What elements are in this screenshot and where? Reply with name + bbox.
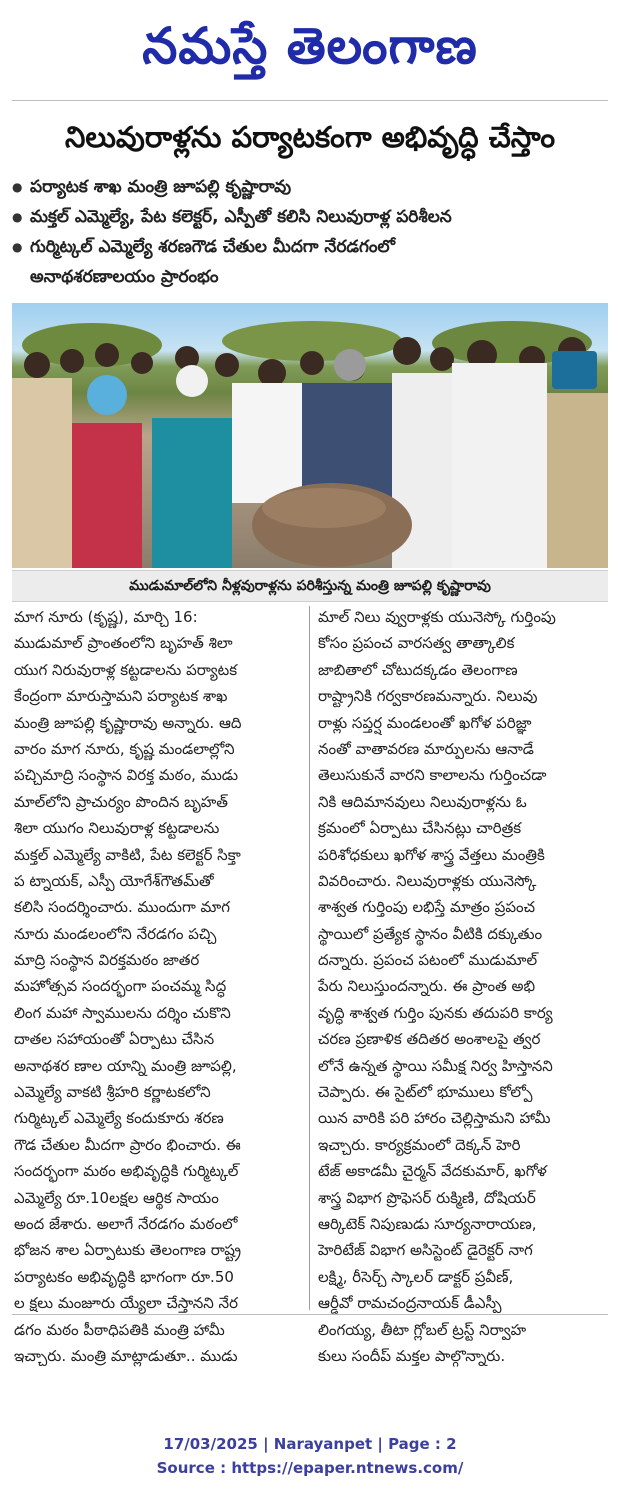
article-line: ల క్షలు మంజూరు య్యేలా చేస్తానని నేర <box>14 1294 238 1313</box>
article-line: తెలుసుకునే వారని కాలాలను గుర్తించడా <box>318 766 547 785</box>
article-line: స్థాయిలో ప్రత్యేక స్థానం వీటికి దక్కుతుం <box>318 924 543 943</box>
masthead-divider <box>12 100 608 101</box>
article-line: శాశ్వత గుర్తింపు లభిస్తే మాత్రం ప్రపంచ <box>318 898 536 917</box>
article-line: లింగయ్య, తీటా గ్లోబల్ ట్రస్ట్ నిర్వాహ <box>318 1320 527 1339</box>
article-line: కోసం ప్రపంచ వారసత్వ తాత్కాలిక <box>318 634 515 653</box>
article-line: శిలా యుగం నిలువురాళ్ల కట్టడాలను <box>14 819 220 838</box>
photo-illustration <box>12 303 608 568</box>
article-line: మాగ నూరు (కృష్ణ), మార్చి 16: <box>14 608 198 626</box>
article-line: మాల్ నిలు వ్వురాళ్లకు యునెస్కో గుర్తింపు <box>318 608 556 626</box>
bullet-icon: ● <box>12 210 23 224</box>
masthead <box>0 0 620 92</box>
article-line: అంద జేశారు. అలాగే నేరడగం మఠంలో <box>14 1214 238 1233</box>
article-line: లోనే ఉన్నత స్థాయి సమీక్ష నిర్వ హిస్తానని <box>318 1056 553 1075</box>
article-line: కేంద్రంగా మారుస్తామని పర్యాటక శాఖ <box>14 687 228 706</box>
article-line: పర్యాటకం అభివృద్ధికి భాగంగా రూ.50 <box>14 1267 234 1286</box>
article-line: శాస్త్ర విభాగ ప్రొఫెసర్ రుక్మిణి, దోషియర్ <box>318 1188 536 1207</box>
article-line: గుర్మిట్కల్ ఎమ్మెల్యే కందుకూరు శరణ <box>14 1109 224 1128</box>
article-line: పేరు నిలుస్తుందన్నారు. ఈ ప్రాంత అభి <box>318 977 536 996</box>
bullet-icon: ● <box>12 240 23 254</box>
article-bottom-divider <box>12 1314 608 1315</box>
article-line: చరణ ప్రణాళిక తదితర అంశాలపై త్వర <box>318 1030 541 1049</box>
bullet-text: పర్యాటక శాఖ మంత్రి జూపల్లి కృష్ణారావు <box>30 177 292 197</box>
article-line: రాష్ట్రానికి గర్వకారణమన్నారు. నిలువు <box>318 687 538 706</box>
bullet-icon: ● <box>12 180 23 194</box>
article-line: కులు సందీప్ మక్తల పాల్గొన్నారు. <box>318 1346 506 1365</box>
article-line: పరిశోధకులు ఖగోళ శాస్త్ర వేత్తలు మంత్రికి <box>318 845 545 864</box>
bullet-text: గుర్మిట్కల్ ఎమ్మెల్యే శరణగౌడ చేతుల మీదగా నేరడగంలో <box>30 237 396 257</box>
bullet-continuation: అనాథశరణాలయం ప్రారంభం <box>30 267 219 287</box>
bullet-text: మక్తల్ ఎమ్మెల్యే, పేట కలెక్టర్, ఎస్పీతో కలిసి నిలువురాళ్ల పరిశీలన <box>30 207 452 227</box>
article-column-left <box>14 604 302 1365</box>
article-line: ఇచ్చారు. మంత్రి మాట్లాడుతూ.. ముడు <box>14 1346 238 1365</box>
bullet-item <box>12 232 608 262</box>
bullet-item <box>12 172 608 202</box>
article-headline: నిలువురాళ్లను పర్యాటకంగా అభివృద్ధి చేస్తాం <box>64 120 556 154</box>
article-line: దన్నారు. ప్రపంచ పటంలో ముడుమాల్ <box>318 951 538 970</box>
article-line: యిన వారికి పరి హారం చెల్లిస్తామని హామీ <box>318 1109 551 1128</box>
article-line: డగం మఠం పీఠాధిపతికి మంత్రి హామీ <box>14 1320 225 1339</box>
article-line: మాల్‌లోని ప్రాచుర్యం పొందిన బృహత్ <box>14 792 228 811</box>
article-line: మంత్రి జూపల్లి కృష్ణారావు అన్నారు. ఆది <box>14 713 242 732</box>
photo-caption: ముడుమాల్‌లోని నీళ్లవురాళ్లను పరిశీస్తున్న మంత్రి జూపల్లి కృష్ణారావు <box>12 570 608 602</box>
article-line: నూరు మండలంలోని నేరడగం పచ్చి <box>14 924 217 943</box>
footer-dateline: 17/03/2025 | Narayanpet | Page : 2 <box>163 1435 457 1453</box>
article-line: సందర్భంగా మఠం అభివృద్ధికి గుర్మిట్కల్ <box>14 1162 239 1181</box>
article-line: యుగ నిరువురాళ్ల కట్టడాలను పర్యాటక <box>14 660 238 679</box>
article-line: ప ట్నాయక్, ఎస్పీ యోగేశ్‌గౌతమ్‌తో <box>14 871 214 890</box>
article-line: దాతల సహాయంతో ఏర్పాటు చేసిన <box>14 1030 215 1049</box>
summary-bullets <box>12 172 608 292</box>
article-line: వివరించారు. నిలువురాళ్లకు యునెస్కో <box>318 871 537 890</box>
article-line: చెప్పారు. ఈ సైట్‌లో భూములు కోల్పో <box>318 1083 533 1102</box>
article-line: మహోత్సవ సందర్భంగా పంచమ్మ సిద్ధ <box>14 977 227 996</box>
article-line: ఆర్కిటెక్ నిపుణుడు సూర్యనారాయణ, <box>318 1214 537 1233</box>
column-divider <box>309 606 310 1310</box>
footer-source: Source : https://epaper.ntnews.com/ <box>156 1459 464 1477</box>
article-line: హెరిటేజ్ విభాగ అసిస్టెంట్ డైరెక్టర్ నాగ <box>318 1241 533 1260</box>
article-line: ఆర్డీవో రామచంద్రనాయక్ డీఎస్పీ <box>318 1294 502 1313</box>
news-photo <box>12 303 608 568</box>
article-line: మక్తల్ ఎమ్మెల్యే వాకిటి, పేట కలెక్టర్ సిక్తా <box>14 845 241 864</box>
article-column-right <box>318 604 606 1365</box>
page-footer <box>0 1432 620 1480</box>
article-line: కలిసి సందర్శించారు. ముందుగా మాగ <box>14 898 230 917</box>
article-line: ముడుమాల్ ప్రాంతంలోని బృహత్ శిలా <box>14 634 233 653</box>
article-line: లింగ మహా స్వాములను దర్శిం చుకొని <box>14 1003 231 1022</box>
article-line: నంతో వాతావరణ మార్పులను ఆనాడే <box>318 739 534 758</box>
article-line: ఇచ్చారు. కార్యక్రమంలో దెక్కన్ హెరి <box>318 1135 521 1154</box>
article-line: భోజన శాల ఏర్పాటుకు తెలంగాణ రాష్ట్ర <box>14 1241 242 1260</box>
article-line: టేజ్ అకాడమీ చైర్మన్ వేదకుమార్, ఖగోళ <box>318 1162 547 1181</box>
article-line: వారం మాగ నూరు, కృష్ణ మండలాల్లోని <box>14 739 235 758</box>
article-line: నికి ఆదిమానవులు నిలువురాళ్లను ఓ <box>318 792 527 811</box>
article-line: గౌడ చేతుల మీదగా ప్రారం భించారు. ఈ <box>14 1135 241 1154</box>
article-line: ఎమ్మెల్యే వాకటి శ్రీహరి కర్ణాటకలోని <box>14 1083 211 1102</box>
article-line: మాద్రి సంస్థాన విరక్తమఠం జాతర <box>14 951 200 970</box>
article-line: ఎమ్మెల్యే రూ.10లక్షల ఆర్థిక సాయం <box>14 1188 219 1207</box>
bullet-item <box>12 202 608 232</box>
article-line: పచ్చిమాద్రి సంస్థాన విరక్త మఠం, ముడు <box>14 766 239 785</box>
article-line: రాళ్లు సప్తర్ష మండలంతో ఖగోళ పరిజ్ఞా <box>318 713 532 732</box>
article-line: క్రమంలో ఏర్పాటు చేసినట్లు చారిత్రక <box>318 819 522 838</box>
article-line: లక్ష్మి, రీసెర్చ్ స్కాలర్ డాక్టర్ ప్రవీణ్, <box>318 1267 514 1286</box>
article-line: అనాథశర ణాల యాన్ని మంత్రి జూపల్లి, <box>14 1056 237 1075</box>
article-line: జాబితాలో చోటుదక్కడం తెలంగాణ <box>318 660 518 679</box>
article-line: వృద్ధి శాశ్వత గుర్తిం పునకు తదుపరి కార్య <box>318 1003 553 1022</box>
newspaper-logo: నమస్తే తెలంగాణ <box>142 17 478 75</box>
